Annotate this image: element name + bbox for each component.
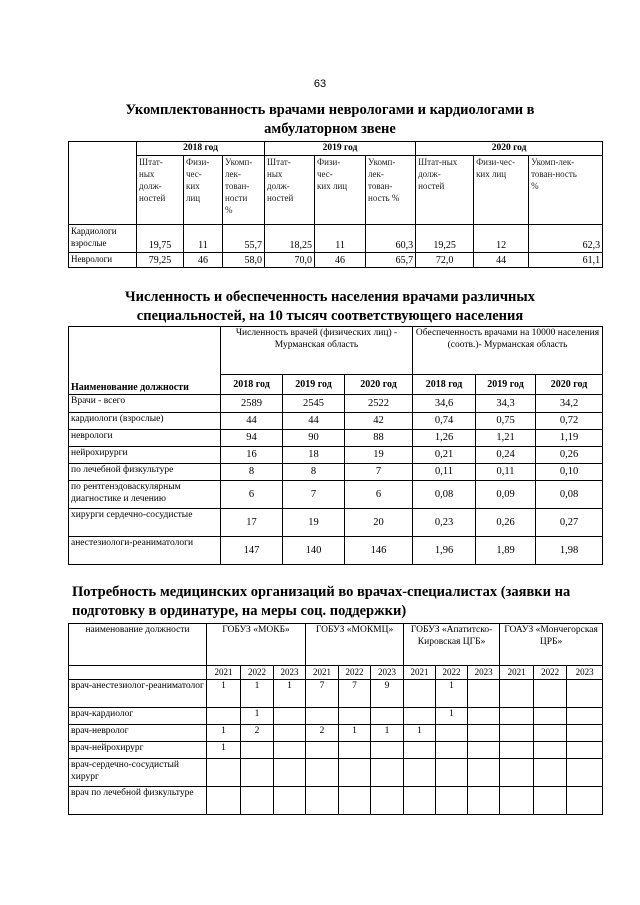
physical-persons-header: Физи- чес- ких лиц (184, 156, 223, 225)
row-name: врач по лечебной физкультуре (69, 787, 207, 815)
cell: 11 (315, 225, 366, 253)
cell: 2 (241, 725, 274, 742)
cell (468, 680, 500, 708)
cell: 7 (283, 481, 345, 509)
cell: 19,75 (137, 225, 184, 253)
cell (468, 787, 500, 815)
cell (306, 759, 339, 787)
row-name: врач-нейрохирург (69, 742, 207, 759)
cell: 44 (283, 413, 345, 430)
cell: 70,0 (265, 253, 315, 268)
table-row (69, 464, 603, 481)
table1-year-header: 2019 год (265, 142, 416, 156)
cell (534, 742, 567, 759)
cell: 18 (283, 447, 345, 464)
cell: 0,74 (413, 413, 476, 430)
cell (534, 725, 567, 742)
cell: 44 (221, 413, 283, 430)
demand-table (68, 623, 603, 815)
table-row (69, 447, 603, 464)
cell: 44 (474, 253, 529, 268)
cell (500, 787, 534, 815)
table1-corner-cell (69, 142, 137, 225)
table-row (69, 509, 603, 537)
table1-year-header: 2018 год (137, 142, 265, 156)
cell (339, 787, 371, 815)
table-row (69, 395, 603, 413)
year-header: 2023 (567, 666, 603, 680)
cell (534, 759, 567, 787)
cell: 6 (345, 481, 413, 509)
table1-title-line2: амбулаторном звене (264, 121, 396, 137)
cell: 65,7 (366, 253, 416, 268)
cell: 7 (306, 680, 339, 708)
row-name: врач-кардиолог (69, 708, 207, 725)
cell (274, 708, 306, 725)
cell (468, 759, 500, 787)
row-name: анестезиологи-реаниматологи (69, 537, 221, 565)
cell (567, 742, 603, 759)
staff-positions-header: Штат-ных долж- ностей (416, 156, 474, 225)
cell: 1,19 (536, 430, 603, 447)
provision-group-header: Обеспеченность врачами на 10000 населения (соотв.)- Мурманская область (413, 327, 603, 375)
cell: 0,75 (476, 413, 536, 430)
table-row (69, 708, 603, 725)
table-row (69, 537, 603, 565)
cell: 7 (339, 680, 371, 708)
year-header: 2023 (274, 666, 306, 680)
cell: 8 (221, 464, 283, 481)
cell (241, 759, 274, 787)
cell (404, 787, 436, 815)
cell: 7 (345, 464, 413, 481)
year-header: 2021 (500, 666, 534, 680)
cell (500, 742, 534, 759)
cell: 1 (207, 725, 241, 742)
cell (371, 742, 404, 759)
cell: 2545 (283, 395, 345, 413)
cell: 0,09 (476, 481, 536, 509)
year-header: 2022 (436, 666, 468, 680)
cell (567, 708, 603, 725)
cell (500, 759, 534, 787)
cell (436, 787, 468, 815)
table-row (69, 759, 603, 787)
cell (207, 787, 241, 815)
cell (500, 708, 534, 725)
cell: 0,11 (476, 464, 536, 481)
year-header: 2019 год (476, 375, 536, 395)
cell: 88 (345, 430, 413, 447)
table2-title-line1: Численность и обеспеченность населения врачами различных (125, 289, 535, 305)
cell: 19,25 (416, 225, 474, 253)
cell (371, 708, 404, 725)
table-row (69, 742, 603, 759)
year-header: 2020 год (536, 375, 603, 395)
table-row (69, 787, 603, 815)
cell: 0,11 (413, 464, 476, 481)
cell (241, 742, 274, 759)
cell: 147 (221, 537, 283, 565)
org-header: ГОБУЗ «МОКБ» (207, 624, 306, 666)
cell (339, 742, 371, 759)
cell (500, 725, 534, 742)
cell (534, 680, 567, 708)
cell: 1 (241, 680, 274, 708)
row-name: кардиологи (взрослые) (69, 413, 221, 430)
cell (468, 725, 500, 742)
cell: 11 (184, 225, 223, 253)
cell (274, 759, 306, 787)
row-name: по рентгенэдоваскулярным диагностике и лечению (69, 481, 221, 509)
cell: 34,3 (476, 395, 536, 413)
cell (404, 742, 436, 759)
cell (207, 708, 241, 725)
cell (404, 759, 436, 787)
cell: 42 (345, 413, 413, 430)
table3-title-line1: Потребность медицинских организаций во врачах-специалистах (заявки на (72, 584, 571, 600)
cell (241, 787, 274, 815)
table-row (69, 413, 603, 430)
cell (274, 787, 306, 815)
cell: 34,2 (536, 395, 603, 413)
table-row (69, 725, 603, 742)
cell: 1 (207, 680, 241, 708)
row-name: Врачи - всего (69, 395, 221, 413)
cell (436, 742, 468, 759)
cell (339, 708, 371, 725)
cell (207, 759, 241, 787)
row-name: по лечебной физкультуре (69, 464, 221, 481)
row-name: Кардиологи взрослые (69, 225, 137, 253)
staff-positions-header: Штат- ных долж- ностей (265, 156, 315, 225)
cell (404, 680, 436, 708)
table3-title (72, 583, 592, 621)
year-header: 2022 (534, 666, 567, 680)
cell: 2 (306, 725, 339, 742)
cell: 12 (474, 225, 529, 253)
cell (274, 742, 306, 759)
year-header: 2020 год (345, 375, 413, 395)
cell: 9 (371, 680, 404, 708)
year-header: 2021 (404, 666, 436, 680)
table-row (69, 253, 603, 268)
staffing-percent-header: Укомп- лек- тован- ности % (223, 156, 265, 225)
org-header: ГОБУЗ «Апатитско-Кировская ЦГБ» (404, 624, 500, 666)
cell: 72,0 (416, 253, 474, 268)
table1-title (60, 101, 600, 139)
doctors-count-table (68, 326, 603, 565)
cell: 8 (283, 464, 345, 481)
cell: 140 (283, 537, 345, 565)
year-header: 2018 год (413, 375, 476, 395)
row-name: нейрохирурги (69, 447, 221, 464)
year-row-label-cell (69, 666, 207, 680)
row-name: неврологи (69, 430, 221, 447)
cell: 2522 (345, 395, 413, 413)
cell: 62,3 (529, 225, 603, 253)
cell: 0,10 (536, 464, 603, 481)
cell: 19 (283, 509, 345, 537)
position-name-header: наименование должности (69, 624, 207, 666)
cell: 6 (221, 481, 283, 509)
cell (404, 708, 436, 725)
physical-persons-header: Физи- чес- ких лиц (315, 156, 366, 225)
cell (468, 708, 500, 725)
cell: 0,08 (413, 481, 476, 509)
cell: 20 (345, 509, 413, 537)
cell: 0,26 (536, 447, 603, 464)
cell (534, 787, 567, 815)
cell: 0,27 (536, 509, 603, 537)
cell: 94 (221, 430, 283, 447)
table1-year-header: 2020 год (416, 142, 603, 156)
cell: 55,7 (223, 225, 265, 253)
cell: 1 (207, 742, 241, 759)
cell: 0,26 (476, 509, 536, 537)
org-header: ГОБУЗ «МОКМЦ» (306, 624, 404, 666)
cell: 1 (339, 725, 371, 742)
cell: 46 (184, 253, 223, 268)
cell (371, 759, 404, 787)
row-name: врач-невролог (69, 725, 207, 742)
org-header: ГОАУЗ «Мончегорская ЦРБ» (500, 624, 603, 666)
cell: 2589 (221, 395, 283, 413)
row-name: Неврологи (69, 253, 137, 268)
cell: 17 (221, 509, 283, 537)
cell: 79,25 (137, 253, 184, 268)
cell (306, 708, 339, 725)
year-header: 2023 (468, 666, 500, 680)
year-header: 2022 (241, 666, 274, 680)
table-row (69, 430, 603, 447)
staffing-percent-header: Укомп- лек- тован- ность % (366, 156, 416, 225)
cell: 1,21 (476, 430, 536, 447)
cell: 1 (241, 708, 274, 725)
year-header: 2021 (306, 666, 339, 680)
cell (567, 680, 603, 708)
cell: 1 (436, 708, 468, 725)
year-header: 2021 (207, 666, 241, 680)
cell: 46 (315, 253, 366, 268)
cell: 1,96 (413, 537, 476, 565)
cell: 0,21 (413, 447, 476, 464)
table-row (69, 680, 603, 708)
year-header: 2023 (371, 666, 404, 680)
position-name-header: Наименование должности (69, 327, 221, 395)
table2-title (60, 288, 600, 326)
cell: 1,26 (413, 430, 476, 447)
cell: 90 (283, 430, 345, 447)
cell (274, 725, 306, 742)
cell (436, 759, 468, 787)
cell (567, 725, 603, 742)
table1-title-line1: Укомплектованность врачами неврологами и кардиологами в (125, 102, 535, 118)
page-number: 63 (313, 78, 327, 90)
cell (306, 742, 339, 759)
year-header: 2019 год (283, 375, 345, 395)
staff-positions-header: Штат- ных долж- ностей (137, 156, 184, 225)
cell: 1 (274, 680, 306, 708)
cell: 16 (221, 447, 283, 464)
cell: 0,08 (536, 481, 603, 509)
cell (567, 787, 603, 815)
staffing-table (68, 141, 603, 268)
cell: 1 (371, 725, 404, 742)
physical-persons-header: Физи-чес- ких лиц (474, 156, 529, 225)
cell: 1,98 (536, 537, 603, 565)
table-row (69, 225, 603, 253)
table2-title-line2: специальностей, на 10 тысяч соответствующего населения (136, 308, 524, 324)
cell: 34,6 (413, 395, 476, 413)
cell: 61,1 (529, 253, 603, 268)
year-header: 2022 (339, 666, 371, 680)
cell: 0,24 (476, 447, 536, 464)
table3-title-line2: подготовку в ординатуре, на меры соц. поддержки) (72, 603, 407, 619)
cell: 0,72 (536, 413, 603, 430)
row-name: врач-анестезиолог-реаниматолог (69, 680, 207, 708)
cell (567, 759, 603, 787)
row-name: хирурги сердечно-сосудистые (69, 509, 221, 537)
cell (500, 680, 534, 708)
cell: 146 (345, 537, 413, 565)
cell: 18,25 (265, 225, 315, 253)
doctors-count-group-header: Численность врачей (физических лиц) - Мурманская область (221, 327, 413, 375)
cell: 1,89 (476, 537, 536, 565)
cell (371, 787, 404, 815)
row-name: врач-сердечно-сосудистый хирург (69, 759, 207, 787)
cell (436, 725, 468, 742)
cell: 60,3 (366, 225, 416, 253)
cell: 1 (436, 680, 468, 708)
cell (339, 759, 371, 787)
cell: 0,23 (413, 509, 476, 537)
cell: 58,0 (223, 253, 265, 268)
cell (306, 787, 339, 815)
table-row (69, 481, 603, 509)
cell: 19 (345, 447, 413, 464)
year-header: 2018 год (221, 375, 283, 395)
cell (534, 708, 567, 725)
staffing-percent-header: Укомп-лек- тован-ность % (529, 156, 603, 225)
cell: 1 (404, 725, 436, 742)
cell (468, 742, 500, 759)
